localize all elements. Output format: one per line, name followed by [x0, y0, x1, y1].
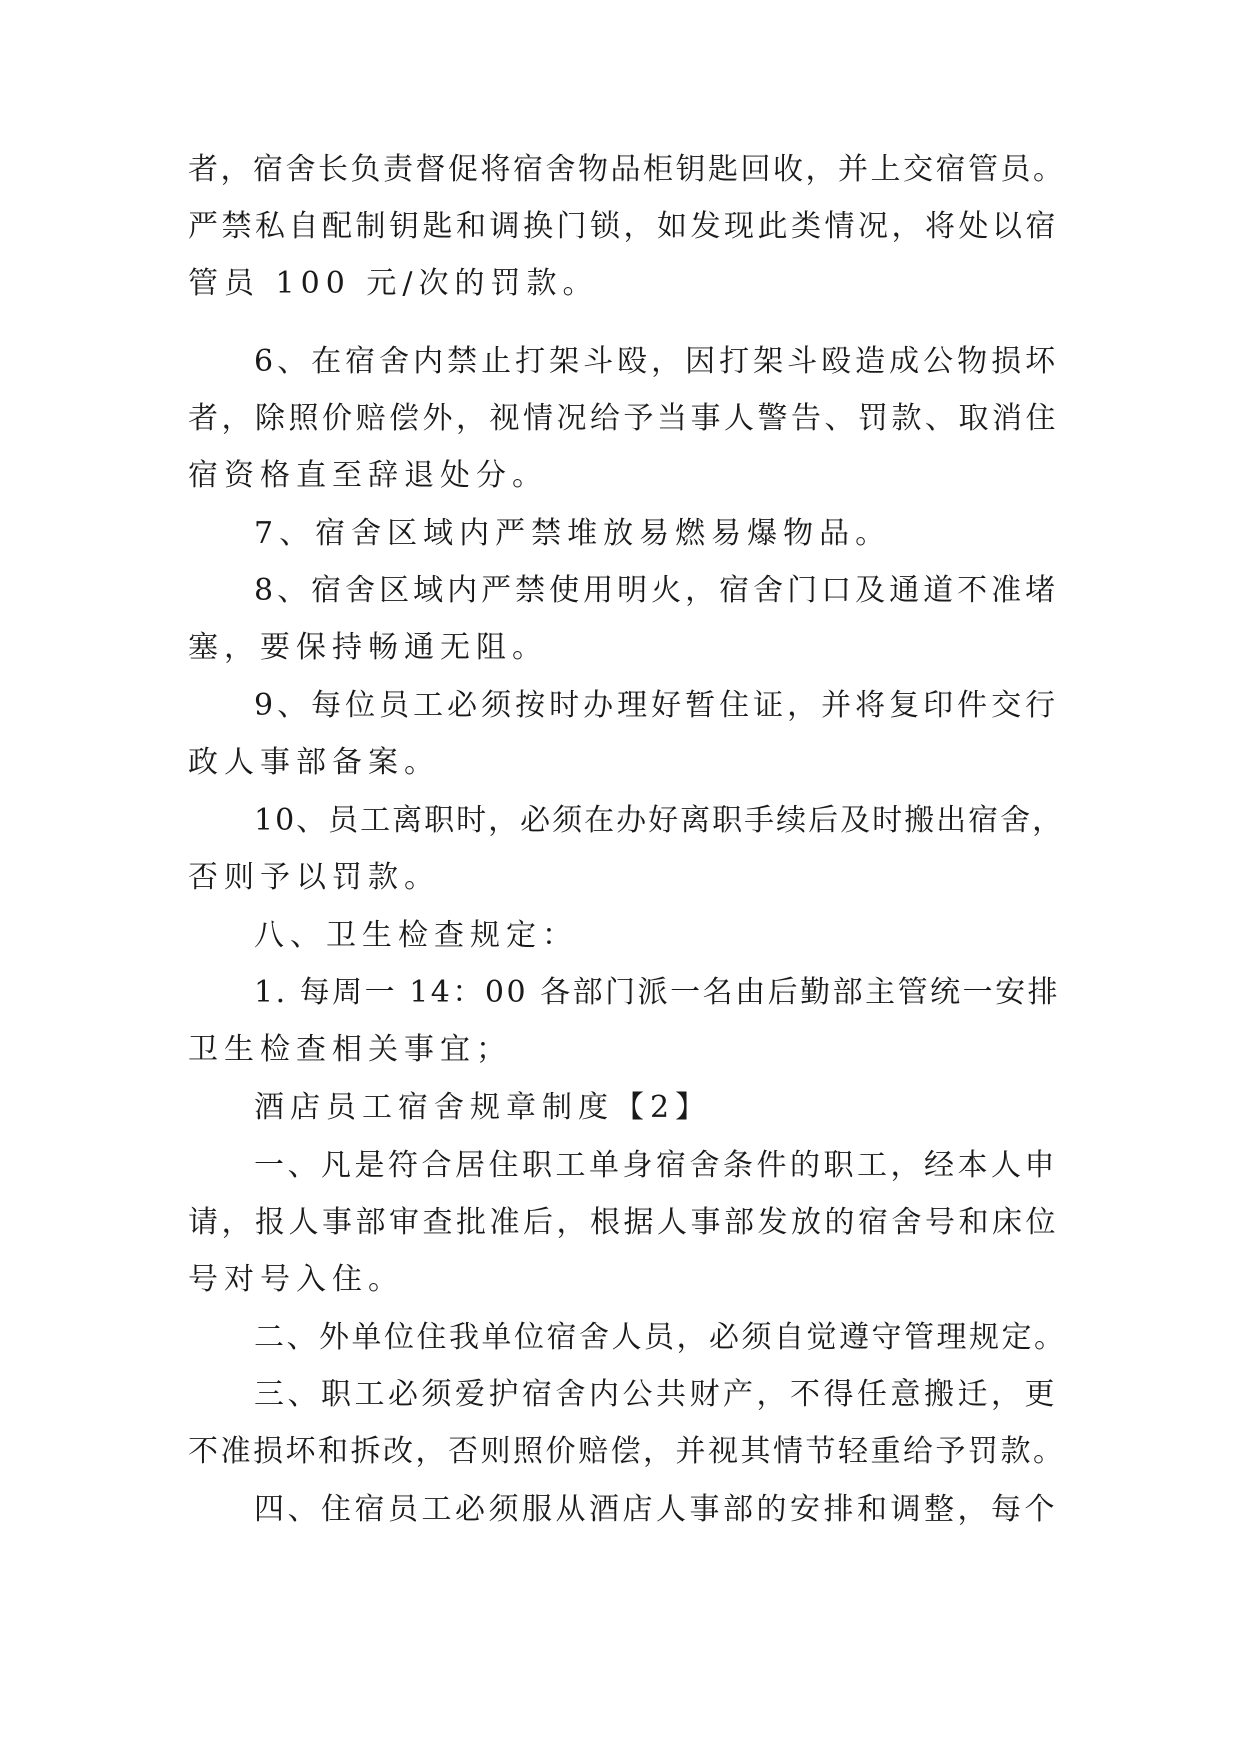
paragraph-first-line: 1. 每周一 14：00 各部门派一名由后勤部主管统一安排 — [254, 975, 1061, 1010]
text-line: 管员 100 元/次的罚款。 — [188, 266, 599, 301]
paragraph-first-line: 7、宿舍区域内严禁堆放易燃易爆物品。 — [254, 516, 892, 551]
text-line: 政人事部备案。 — [188, 745, 440, 780]
paragraph-first-line: 四、住宿员工必须服从酒店人事部的安排和调整，每个 — [254, 1492, 1058, 1527]
text-line: 者，除照价赔偿外，视情况给予当事人警告、罚款、取消住 — [188, 401, 1059, 436]
text-line: 者，宿舍长负责督促将宿舍物品柜钥匙回收，并上交宿管员。 — [188, 152, 1066, 187]
paragraph-first-line: 6、在宿舍内禁止打架斗殴，因打架斗殴造成公物损坏 — [254, 344, 1060, 379]
paragraph-first-line: 一、凡是符合居住职工单身宿舍条件的职工，经本人申 — [254, 1148, 1058, 1183]
text-line: 卫生检查相关事宜； — [188, 1032, 512, 1067]
text-line: 号对号入住。 — [188, 1262, 404, 1297]
section-heading: 八、卫生检查规定： — [254, 918, 578, 953]
text-line: 否则予以罚款。 — [188, 860, 440, 895]
text-line: 请，报人事部审查批准后，根据人事部发放的宿舍号和床位 — [188, 1205, 1059, 1240]
paragraph-first-line: 8、宿舍区域内严禁使用明火，宿舍门口及通道不准堵 — [254, 573, 1060, 608]
paragraph-first-line: 9、每位员工必须按时办理好暂住证，并将复印件交行 — [254, 688, 1060, 723]
text-line: 严禁私自配制钥匙和调换门锁，如发现此类情况，将处以宿 — [188, 209, 1059, 244]
paragraph-first-line: 二、外单位住我单位宿舍人员，必须自觉遵守管理规定。 — [254, 1320, 1067, 1355]
text-line: 塞，要保持畅通无阻。 — [188, 630, 548, 665]
paragraph-first-line: 三、职工必须爱护宿舍内公共财产，不得任意搬迁，更 — [254, 1377, 1058, 1412]
text-line: 宿资格直至辞退处分。 — [188, 458, 548, 493]
paragraph-first-line: 10、员工离职时，必须在办好离职手续后及时搬出宿舍， — [254, 803, 1065, 838]
text-line: 不准损坏和拆改，否则照价赔偿，并视其情节轻重给予罚款。 — [188, 1434, 1066, 1469]
document-subtitle: 酒店员工宿舍规章制度【2】 — [254, 1090, 712, 1125]
